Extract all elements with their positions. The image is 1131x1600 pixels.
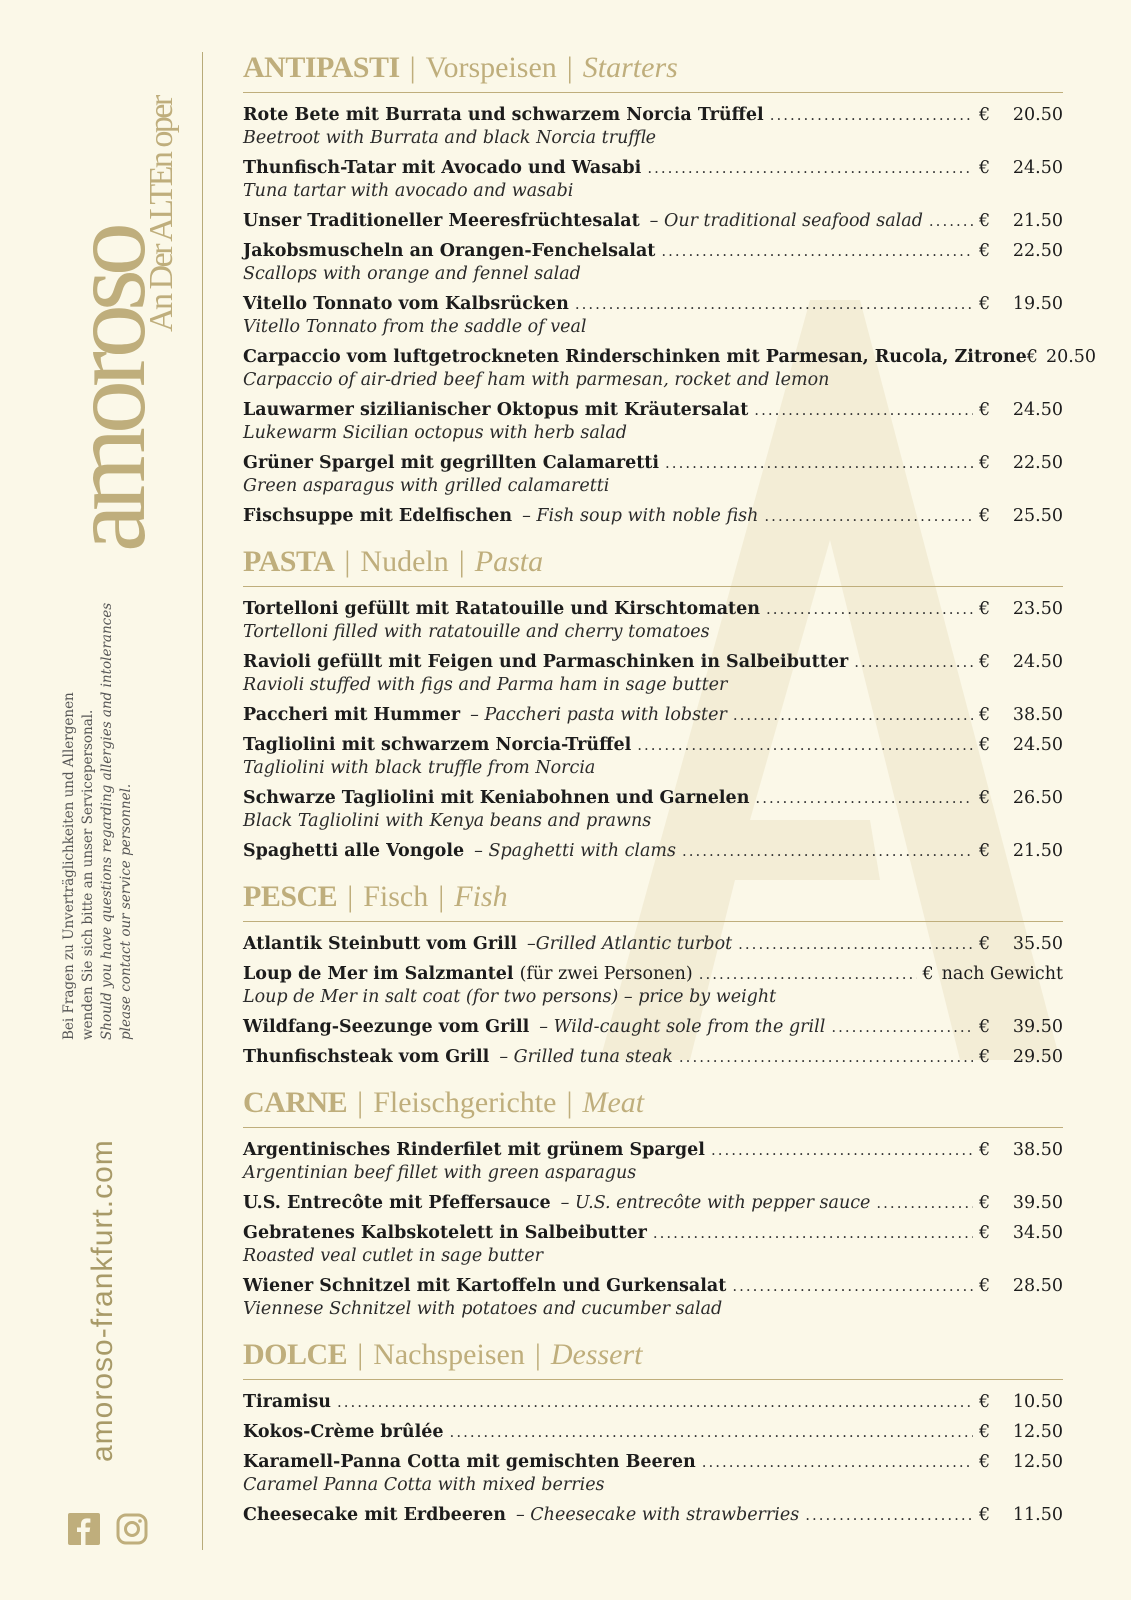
currency-symbol: € [979, 1422, 991, 1442]
dish-name: Rote Bete mit Burrata und schwarzem Norcia Trüffel [243, 105, 764, 125]
menu-item [243, 1420, 1063, 1444]
dish-note: (für zwei Personen) [519, 964, 693, 984]
menu-item [243, 786, 1063, 833]
dish-price [979, 1045, 1063, 1069]
dot-leader [738, 932, 973, 956]
section-separator: | [357, 1338, 364, 1371]
dish-price [979, 103, 1063, 127]
currency-symbol: € [979, 158, 991, 178]
dish-translation: Carpaccio of air-dried beef ham with parmesan, rocket and lemon [243, 370, 830, 390]
menu-item [243, 398, 1063, 445]
menu-item [243, 1450, 1063, 1497]
dish-translation: Tuna tartar with avocado and wasabi [243, 181, 574, 201]
dot-leader [450, 1420, 973, 1444]
currency-symbol: € [979, 1276, 991, 1296]
section-heading [243, 540, 1063, 587]
price-value: 24.50 [1012, 158, 1063, 178]
section-separator: | [566, 1086, 573, 1119]
dish-name: Grüner Spargel mit gegrillten Calamaretti [243, 453, 660, 473]
currency-symbol: € [979, 211, 991, 231]
dish-translation: – U.S. entrecôte with pepper sauce [560, 1193, 871, 1213]
dish-price [979, 1420, 1063, 1444]
dot-leader [702, 1450, 973, 1474]
dish-name: Wildfang-Seezunge vom Grill [243, 1017, 530, 1037]
dish-name: Karamell-Panna Cotta mit gemischten Beeren [243, 1452, 696, 1472]
menu-item [243, 1138, 1063, 1185]
currency-symbol: € [979, 453, 991, 473]
menu-item [243, 345, 1097, 392]
price-value: 12.50 [1012, 1422, 1063, 1442]
dish-translation: Roasted veal cutlet in sage butter [243, 1246, 543, 1266]
currency-symbol: € [979, 652, 991, 672]
instagram-icon[interactable] [116, 1513, 148, 1545]
dish-translation: Caramel Panna Cotta with mixed berries [243, 1475, 605, 1495]
section-heading [243, 1081, 1063, 1128]
price-value: 22.50 [1012, 241, 1063, 261]
dot-leader [337, 1390, 973, 1414]
dish-price [979, 839, 1063, 863]
dish-price [979, 1138, 1063, 1162]
dish-price [979, 1274, 1063, 1298]
dot-leader [805, 1503, 973, 1527]
currency-symbol: € [979, 599, 991, 619]
dish-price [979, 239, 1063, 263]
price-value: 25.50 [1012, 506, 1063, 526]
menu-item [243, 1503, 1063, 1527]
section-separator: | [409, 51, 416, 84]
section-heading [243, 1333, 1063, 1380]
price-value: 20.50 [1045, 347, 1097, 367]
dish-translation: Ravioli stuffed with figs and Parma ham in sage butter [243, 675, 728, 695]
price-value: 11.50 [1012, 1505, 1063, 1525]
dot-leader [770, 103, 973, 127]
menu-section-starters [243, 46, 1097, 528]
menu-item [243, 1015, 1063, 1039]
dish-price [979, 932, 1063, 956]
currency-symbol: € [979, 400, 991, 420]
dish-name: Tortelloni gefüllt mit Ratatouille und Kirschtomaten [243, 599, 760, 619]
allergy-en-line-2: please contact our service personnel. [118, 783, 134, 1040]
price-value: 10.50 [1012, 1392, 1063, 1412]
dish-translation: – Grilled tuna steak [499, 1047, 673, 1067]
section-separator: | [344, 545, 351, 578]
section-title-english: Dessert [550, 1338, 643, 1371]
menu-item [243, 209, 1063, 233]
dish-price [979, 1191, 1063, 1215]
section-separator: | [438, 880, 445, 913]
logo-subtitle: An Der ALTEn oper [143, 97, 180, 332]
dot-leader [755, 786, 973, 810]
section-separator: | [357, 1086, 364, 1119]
dish-name: Thunfischsteak vom Grill [243, 1047, 490, 1067]
menu-item [243, 1274, 1063, 1321]
dot-leader [679, 1045, 973, 1069]
section-title-italian: CARNE [243, 1086, 348, 1119]
sidebar-divider [202, 52, 203, 1550]
dish-translation: – Wild-caught sole from the grill [539, 1017, 826, 1037]
dish-price [979, 703, 1063, 727]
dish-translation: – Our traditional seafood salad [649, 211, 923, 231]
dish-translation: Tagliolini with black truffle from Norcia [243, 758, 596, 778]
section-title-italian: PASTA [243, 545, 335, 578]
allergy-notice [60, 603, 136, 1040]
price-value: 24.50 [1012, 652, 1063, 672]
dish-price [923, 962, 1064, 986]
website-link[interactable]: amoroso-frankfurt.com [86, 1139, 119, 1462]
dot-leader [831, 1015, 973, 1039]
menu-item [243, 103, 1063, 150]
price-value: 35.50 [1012, 934, 1063, 954]
menu-content [243, 46, 1097, 1539]
dish-name: Unser Traditioneller Meeresfrüchtesalat [243, 211, 640, 231]
allergy-de-line-2: wenden Sie sich bitte an unser Servicepersonal. [80, 709, 96, 1040]
section-title-italian: PESCE [243, 880, 338, 913]
menu-section-meat [243, 1081, 1063, 1321]
currency-symbol: € [979, 841, 991, 861]
menu-section-fish [243, 875, 1063, 1069]
currency-symbol: € [979, 1505, 991, 1525]
section-separator: | [534, 1338, 541, 1371]
dot-leader [733, 703, 973, 727]
dot-leader [682, 839, 973, 863]
dot-leader [766, 597, 973, 621]
section-title-german: Nachspeisen [373, 1338, 525, 1371]
dish-price [979, 451, 1063, 475]
dish-price [979, 209, 1063, 233]
price-value: 20.50 [1012, 105, 1063, 125]
menu-item [243, 650, 1063, 697]
facebook-icon[interactable] [68, 1513, 100, 1545]
currency-symbol: € [979, 241, 991, 261]
price-value: 21.50 [1012, 211, 1063, 231]
dish-price [979, 1390, 1063, 1414]
price-value: 19.50 [1012, 294, 1063, 314]
dish-name: Tagliolini mit schwarzem Norcia-Trüffel [243, 735, 632, 755]
price-value: 39.50 [1012, 1193, 1063, 1213]
dish-name: Kokos-Crème brûlée [243, 1422, 444, 1442]
menu-section-pasta [243, 540, 1063, 863]
section-title-italian: DOLCE [243, 1338, 348, 1371]
section-title-english: Starters [582, 51, 678, 84]
dish-name: Atlantik Steinbutt vom Grill [243, 934, 518, 954]
section-title-italian: ANTIPASTI [243, 51, 400, 84]
dish-price [979, 1015, 1063, 1039]
dot-leader [732, 1274, 973, 1298]
dish-translation: –Grilled Atlantic turbot [527, 934, 733, 954]
dot-leader [661, 239, 973, 263]
dish-name: Tiramisu [243, 1392, 331, 1412]
section-title-german: Fleischgerichte [373, 1086, 557, 1119]
dish-name: Lauwarmer sizilianischer Oktopus mit Kräutersalat [243, 400, 749, 420]
dish-name: Carpaccio vom luftgetrockneten Rinderschinken mit Parmesan, Rucola, Zitrone [243, 347, 1027, 367]
section-title-english: Fish [454, 880, 508, 913]
menu-item [243, 156, 1063, 203]
menu-item [243, 239, 1063, 286]
menu-item [243, 1191, 1063, 1215]
currency-symbol: € [979, 1452, 991, 1472]
dish-name: Ravioli gefüllt mit Feigen und Parmaschinken in Salbeibutter [243, 652, 849, 672]
allergy-de-line-1: Bei Fragen zu Unverträglichkeiten und Allergenen [61, 692, 77, 1040]
menu-item [243, 597, 1063, 644]
menu-item [243, 451, 1063, 498]
section-separator: | [347, 880, 354, 913]
dish-translation: – Paccheri pasta with lobster [470, 705, 727, 725]
currency-symbol: € [979, 1193, 991, 1213]
dish-price [979, 292, 1063, 316]
dish-name: Fischsuppe mit Edelfischen [243, 506, 513, 526]
currency-symbol: € [979, 1017, 991, 1037]
dish-name: Paccheri mit Hummer [243, 705, 461, 725]
currency-symbol: € [979, 1047, 991, 1067]
currency-symbol: € [979, 705, 991, 725]
price-value: 21.50 [1012, 841, 1063, 861]
social-links [68, 1513, 148, 1545]
dot-leader [575, 292, 973, 316]
menu-item [243, 932, 1063, 956]
dish-translation: Scallops with orange and fennel salad [243, 264, 581, 284]
dish-price [979, 1221, 1063, 1245]
section-title-english: Pasta [474, 545, 544, 578]
menu-item [243, 292, 1063, 339]
dish-translation: Green asparagus with grilled calamaretti [243, 476, 610, 496]
dot-leader [754, 398, 973, 422]
dish-price [979, 1503, 1063, 1527]
dot-leader [854, 650, 973, 674]
menu-item [243, 733, 1063, 780]
dish-translation: – Cheesecake with strawberries [515, 1505, 800, 1525]
price-value: 24.50 [1012, 735, 1063, 755]
currency-symbol: € [979, 294, 991, 314]
price-value: nach Gewicht [941, 964, 1063, 984]
dot-leader [699, 962, 917, 986]
dish-price [979, 156, 1063, 180]
menu-section-dessert [243, 1333, 1063, 1527]
price-value: 28.50 [1012, 1276, 1063, 1296]
dot-leader [653, 1221, 973, 1245]
price-value: 34.50 [1012, 1223, 1063, 1243]
price-value: 26.50 [1012, 788, 1063, 808]
price-value: 22.50 [1012, 453, 1063, 473]
dish-translation: – Fish soup with noble fish [522, 506, 759, 526]
dish-translation: Beetroot with Burrata and black Norcia truffle [243, 128, 656, 148]
dish-translation: Argentinian beef fillet with green asparagus [243, 1163, 637, 1183]
section-heading [243, 875, 1063, 922]
currency-symbol: € [979, 934, 991, 954]
dish-price [979, 597, 1063, 621]
dish-translation: – Spaghetti with clams [474, 841, 676, 861]
price-value: 39.50 [1012, 1017, 1063, 1037]
menu-item [243, 1390, 1063, 1414]
allergy-en-line-1: Should you have questions regarding allergies and intolerances [99, 602, 115, 1040]
price-value: 38.50 [1012, 1140, 1063, 1160]
dish-name: Wiener Schnitzel mit Kartoffeln und Gurkensalat [243, 1276, 727, 1296]
section-title-german: Fisch [363, 880, 429, 913]
logo-wordmark: amoroso [49, 229, 168, 552]
currency-symbol: € [979, 788, 991, 808]
section-title-german: Nudeln [360, 545, 449, 578]
dish-price [979, 398, 1063, 422]
menu-item [243, 1221, 1063, 1268]
dot-leader [637, 733, 973, 757]
dish-name: U.S. Entrecôte mit Pfeffersauce [243, 1193, 551, 1213]
dish-price [979, 650, 1063, 674]
dish-translation: Black Tagliolini with Kenya beans and prawns [243, 811, 652, 831]
dot-leader [876, 1191, 973, 1215]
section-heading [243, 46, 1063, 93]
currency-symbol: € [979, 1140, 991, 1160]
dish-price [979, 786, 1063, 810]
dot-leader [647, 156, 973, 180]
section-separator: | [566, 51, 573, 84]
price-value: 38.50 [1012, 705, 1063, 725]
dish-price [979, 504, 1063, 528]
dish-translation: Loup de Mer in salt coat (for two persons) – price by weight [243, 987, 777, 1007]
price-value: 12.50 [1012, 1452, 1063, 1472]
dot-leader [929, 209, 973, 233]
currency-symbol: € [979, 735, 991, 755]
dish-name: Schwarze Tagliolini mit Keniabohnen und Garnelen [243, 788, 750, 808]
dish-name: Spaghetti alle Vongole [243, 841, 465, 861]
section-title-english: Meat [582, 1086, 645, 1119]
dot-leader [764, 504, 973, 528]
dish-translation: Viennese Schnitzel with potatoes and cucumber salad [243, 1299, 723, 1319]
dish-name: Gebratenes Kalbskotelett in Salbeibutter [243, 1223, 647, 1243]
currency-symbol: € [979, 506, 991, 526]
menu-item [243, 839, 1063, 863]
menu-item [243, 962, 1063, 1009]
menu-item [243, 703, 1063, 727]
menu-item [243, 504, 1063, 528]
dish-name: Thunfisch-Tatar mit Avocado und Wasabi [243, 158, 642, 178]
price-value: 29.50 [1012, 1047, 1063, 1067]
dish-translation: Vitello Tonnato from the saddle of veal [243, 317, 587, 337]
price-value: 23.50 [1012, 599, 1063, 619]
dish-translation: Tortelloni filled with ratatouille and cherry tomatoes [243, 622, 710, 642]
section-title-german: Vorspeisen [425, 51, 557, 84]
currency-symbol: € [922, 964, 934, 984]
dot-leader [665, 451, 973, 475]
dish-name: Loup de Mer im Salzmantel [243, 964, 514, 984]
dish-price [979, 733, 1063, 757]
price-value: 24.50 [1012, 400, 1063, 420]
currency-symbol: € [1026, 347, 1038, 367]
dish-name: Cheesecake mit Erdbeeren [243, 1505, 506, 1525]
dish-name: Jakobsmuscheln an Orangen-Fenchelsalat [243, 241, 656, 261]
dish-name: Argentinisches Rinderfilet mit grünem Spargel [243, 1140, 705, 1160]
section-separator: | [458, 545, 465, 578]
dish-translation: Lukewarm Sicilian octopus with herb salad [243, 423, 628, 443]
dish-price [979, 1450, 1063, 1474]
currency-symbol: € [979, 1223, 991, 1243]
dish-price [1027, 345, 1096, 369]
currency-symbol: € [979, 105, 991, 125]
dot-leader [711, 1138, 973, 1162]
menu-item [243, 1045, 1063, 1069]
dish-name: Vitello Tonnato vom Kalbsrücken [243, 294, 569, 314]
currency-symbol: € [979, 1392, 991, 1412]
